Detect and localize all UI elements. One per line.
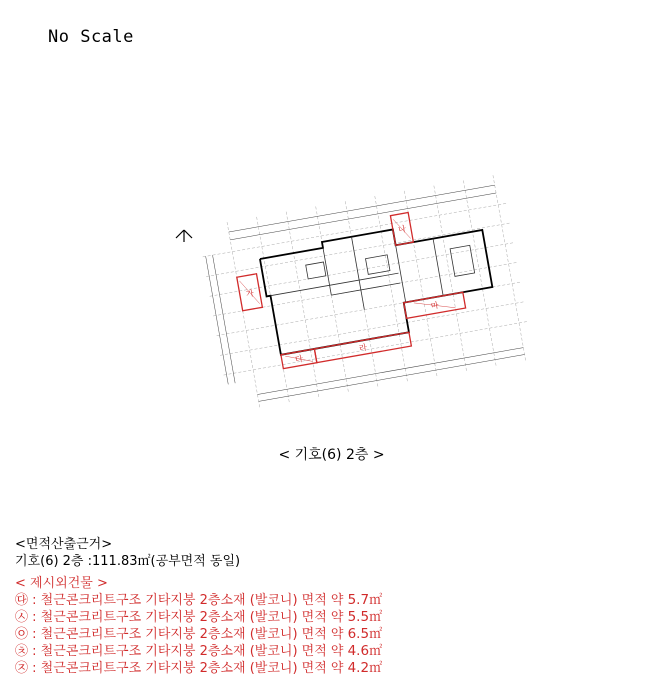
item-area: 5.5 — [347, 609, 370, 625]
excluded-item — [15, 660, 382, 677]
item-area: 4.2 — [347, 660, 370, 676]
item-text: : 철근콘크리트구조 기타지붕 2층소재 (발코니) 면적 약 — [28, 627, 348, 642]
excluded-item — [15, 609, 382, 626]
floor-plan-drawing — [170, 160, 550, 410]
item-unit: ㎡ — [369, 661, 383, 676]
item-marker: ㉩ — [15, 644, 29, 659]
excluded-item — [15, 643, 382, 660]
basis-title: <면적산출근거> — [15, 537, 113, 552]
marker-ra: 라 — [358, 342, 368, 354]
drawing-caption: < 기호(6) 2층 > — [278, 447, 385, 463]
scale-label: No Scale — [48, 27, 134, 47]
excluded-item — [15, 626, 382, 643]
building-outline — [259, 214, 498, 355]
item-text: : 철근콘크리트구조 기타지붕 2층소재 (발코니) 면적 약 — [28, 661, 348, 676]
item-marker: ㉨ — [15, 661, 29, 676]
marker-ga: 가 — [245, 288, 255, 299]
item-marker: ㉦ — [15, 610, 29, 625]
item-text: : 철근콘크리트구조 기타지붕 2층소재 (발코니) 면적 약 — [28, 610, 348, 625]
notes-section — [15, 536, 382, 677]
item-text: : 철근콘크리트구조 기타지붕 2층소재 (발코니) 면적 약 — [28, 593, 348, 608]
item-text: : 철근콘크리트구조 기타지붕 2층소재 (발코니) 면적 약 — [28, 644, 348, 659]
marker-ma: 마 — [430, 300, 440, 311]
item-area: 4.6 — [347, 643, 370, 659]
item-marker: ㉰ — [15, 593, 29, 608]
item-area: 6.5 — [347, 626, 370, 642]
marker-da: 다 — [294, 354, 304, 365]
north-arrow-icon — [176, 230, 192, 242]
item-marker: ㉧ — [15, 627, 29, 642]
item-unit: ㎡ — [369, 593, 383, 608]
basis-text: 기호(6) 2층 :111.83㎡(공부면적 동일) — [15, 554, 241, 569]
item-unit: ㎡ — [369, 627, 383, 642]
marker-na: 나 — [397, 224, 407, 235]
item-area: 5.7 — [347, 592, 370, 608]
item-unit: ㎡ — [369, 644, 383, 659]
excluded-title: < 제시외건물 > — [15, 576, 108, 591]
item-unit: ㎡ — [369, 610, 383, 625]
excluded-item — [15, 592, 382, 609]
